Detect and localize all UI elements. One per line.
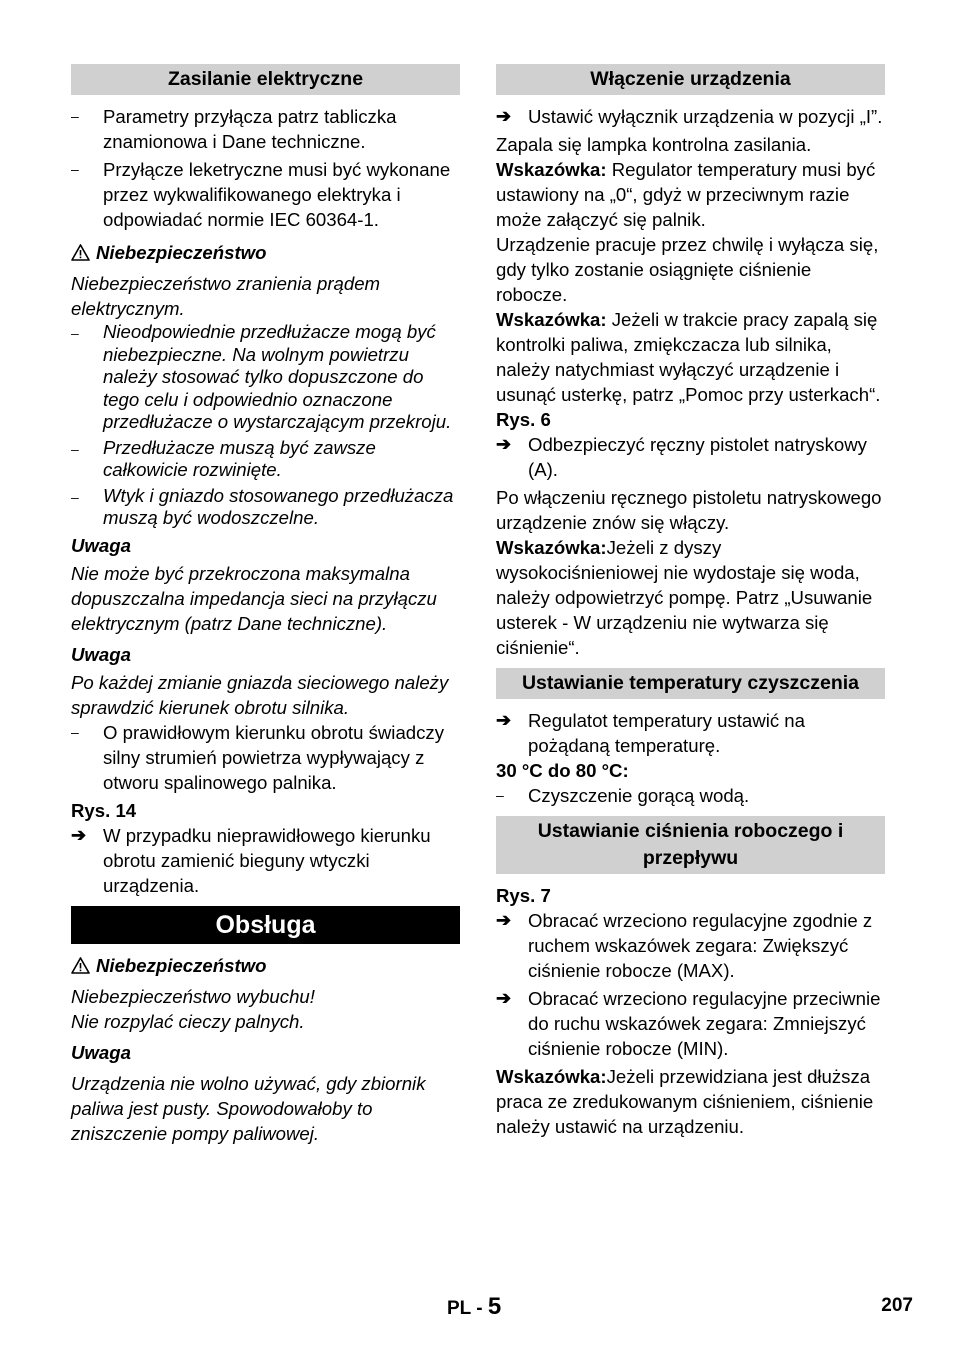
list-item: – Czyszczenie gorącą wodą. [496, 785, 750, 806]
step-item: ➔ W przypadku nieprawidłowego kierunku obrotu zamienić bieguny wtyczki urządzenia. [71, 824, 431, 896]
section-title-power-supply: Zasilanie elektryczne [71, 64, 460, 95]
danger-text: Nie rozpylać cieczy palnych. [71, 1010, 305, 1032]
danger-heading: Niebezpieczeństwo [71, 953, 460, 978]
note-text: Nie może być przekroczona maksymalna dopuszczalna impedancja sieci na przyłączu elektrycznym (patrz Dane techniczne). [71, 562, 437, 634]
paragraph: Zapala się lampka kontrolna zasilania. [496, 134, 812, 155]
note-text: Urządzenia nie wolno używać, gdy zbiornik paliwa jest pusty. Spowodowałoby to zniszczenie pompy paliwowej. [71, 1072, 426, 1144]
left-column [71, 64, 460, 1146]
arrow-right-icon: ➔ [71, 824, 87, 845]
hint-paragraph: Wskazówka:Jeżeli z dyszy wysokociśnieniowej nie wydostaje się woda, należy odpowietrzyć pompę. Patrz „Usuwanie usterek - W urządzeniu nie wytwarza się ciśnienie“. [496, 537, 873, 658]
temperature-range: 30 °C do 80 °C: [496, 760, 629, 781]
section-title-pressure: Ustawianie ciśnienia roboczego i przepływu [496, 816, 885, 874]
danger-text: Niebezpieczeństwo wybuchu! [71, 985, 315, 1007]
step-item: ➔ Obracać wrzeciono regulacyjne zgodnie z ruchem wskazówek zegara: Zwiększyć ciśnienie robocze (MAX). [496, 910, 873, 981]
note-heading: Uwaga [71, 643, 131, 665]
arrow-right-icon: ➔ [496, 710, 512, 730]
dash-bullet-icon: – [71, 488, 79, 505]
list-item: – O prawidłowym kierunku obrotu świadczy silny strumień powietrza wypływający z otworu spalinowego palnika. [71, 721, 445, 793]
dash-bullet-icon: – [71, 723, 79, 740]
dash-bullet-icon: – [496, 787, 504, 803]
list-item: – Parametry przyłącza patrz tabliczka znamionowa i Dane techniczne. [71, 106, 397, 152]
dash-bullet-icon: – [71, 161, 79, 177]
hint-paragraph: Wskazówka: Jeżeli w trakcie pracy zapalą się kontrolki paliwa, zmiękczacza lub silnika, należy natychmiast wyłączyć urządzenie i usunąć usterkę, patrz „Pomoc przy usterkach“. [496, 309, 881, 405]
figure-reference: Rys. 6 [496, 409, 551, 430]
danger-text: Niebezpieczeństwo zranienia prądem elektrycznym. [71, 273, 381, 319]
warning-triangle-icon [71, 957, 90, 974]
step-item: ➔ Odbezpieczyć ręczny pistolet natryskowy (A). [496, 434, 867, 480]
step-item: ➔ Ustawić wyłącznik urządzenia w pozycji „I”. [496, 106, 883, 127]
dash-bullet-icon: – [71, 325, 79, 341]
list-item: – Przedłużacze muszą być zawsze całkowicie rozwinięte. [71, 436, 376, 480]
arrow-right-icon: ➔ [496, 106, 512, 126]
dash-bullet-icon: – [71, 108, 79, 124]
list-item: – Nieodpowiednie przedłużacze mogą być niebezpieczne. Na wolnym powietrzu należy stosować tylko dopuszczone do tego celu i odpowiednio oznaczone przedłużacze o wystarczającym przekroju. [71, 321, 452, 432]
warning-triangle-icon [71, 244, 90, 261]
arrow-right-icon: ➔ [496, 910, 512, 930]
note-heading: Uwaga [71, 534, 131, 556]
footer-language-page: PL - 5 [447, 1293, 502, 1320]
arrow-right-icon: ➔ [496, 434, 512, 454]
hint-paragraph: Wskazówka:Jeżeli przewidziana jest dłuższa praca ze zredukowanym ciśnieniem, ciśnienie należy ustawić na urządzeniu. [496, 1066, 874, 1137]
step-item: ➔ Regulatot temperatury ustawić na pożądaną temperaturę. [496, 710, 805, 756]
figure-reference: Rys. 14 [71, 799, 137, 821]
section-title-switch-on: Włączenie urządzenia [496, 64, 885, 95]
list-item: – Przyłącze leketryczne musi być wykonane przez wykwalifikowanego elektryka i odpowiadać normie IEC 60364-1. [71, 159, 451, 230]
section-title-operation: Obsługa [71, 906, 460, 944]
section-title-temperature: Ustawianie temperatury czyszczenia [496, 668, 885, 699]
danger-heading: Niebezpieczeństwo [71, 240, 460, 265]
page-number: 207 [881, 1295, 913, 1316]
right-column [496, 64, 885, 1139]
figure-reference: Rys. 7 [496, 885, 551, 906]
hint-paragraph: Wskazówka: Regulator temperatury musi być ustawiony na „0“, gdyż w przeciwnym razie może załączyć się palnik. [496, 159, 876, 230]
step-item: ➔ Obracać wrzeciono regulacyjne przeciwnie do ruchu wskazówek zegara: Zmniejszyć ciśnienie robocze (MIN). [496, 988, 881, 1059]
note-heading: Uwaga [71, 1041, 131, 1063]
dash-bullet-icon: – [71, 440, 79, 457]
arrow-right-icon: ➔ [496, 988, 512, 1008]
paragraph: Urządzenie pracuje przez chwilę i wyłącza się, gdy tylko zostanie osiągnięte ciśnienie robocze. [496, 234, 879, 305]
note-text: Po każdej zmianie gniazda sieciowego należy sprawdzić kierunek obrotu silnika. [71, 671, 449, 718]
list-item: – Wtyk i gniazdo stosowanego przedłużacza muszą być wodoszczelne. [71, 484, 454, 528]
paragraph: Po włączeniu ręcznego pistoletu natryskowego urządzenie znów się włączy. [496, 487, 882, 533]
